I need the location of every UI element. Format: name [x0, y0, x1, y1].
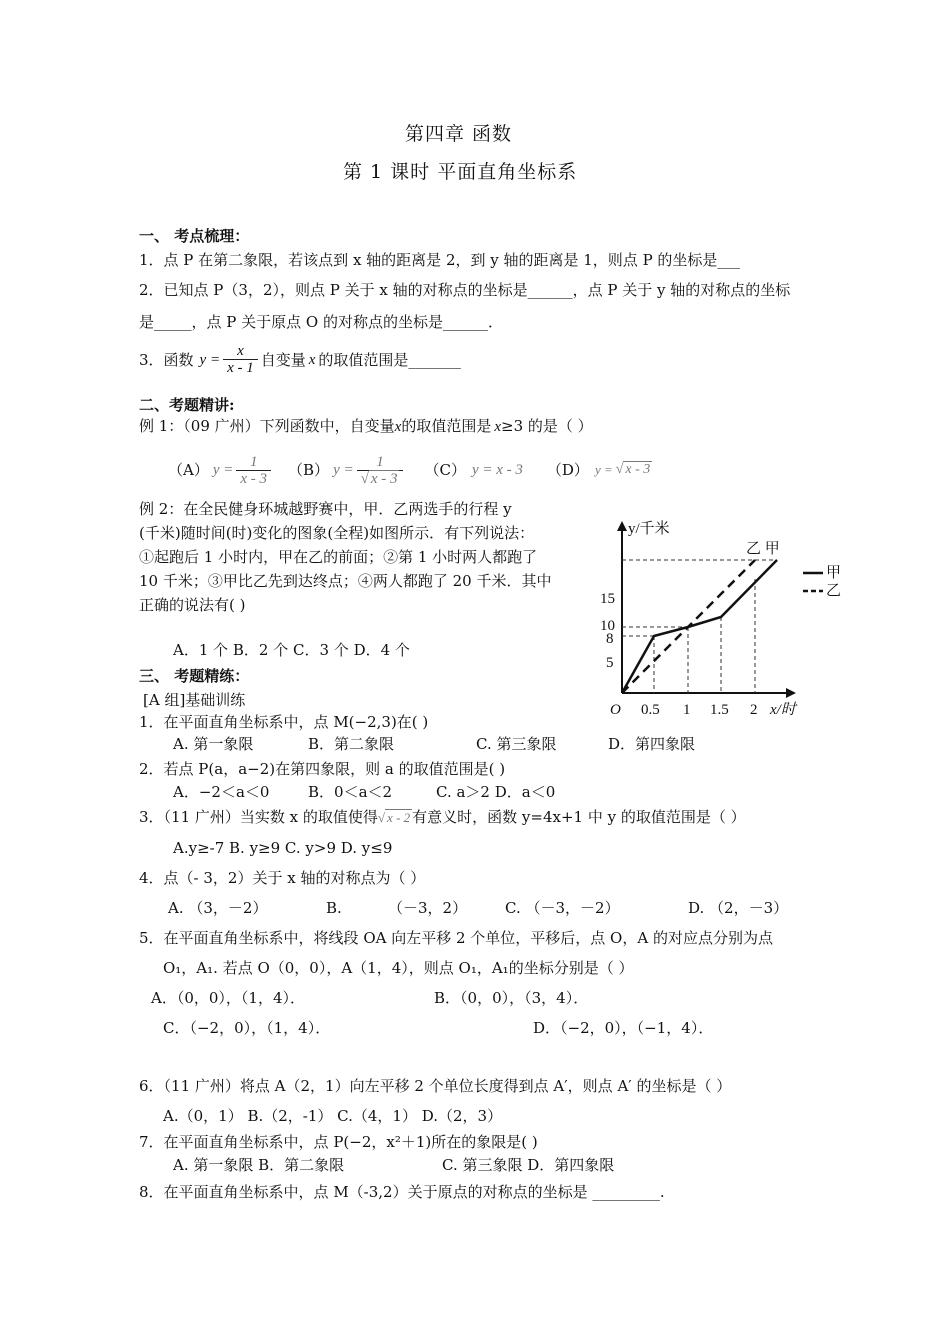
ex2-line-4: 10 千米；③甲比乙先到达终点；④两人都跑了 20 千米．其中 — [139, 572, 552, 590]
s3-question-5a: 5．在平面直角坐标系中，将线段 OA 向左平移 2 个单位，平移后，点 O，A 的对应点分别为点 — [139, 929, 773, 947]
s3-question-1: 1．在平面直角坐标系中，点 M(−2,3)在( ) — [139, 713, 429, 731]
example-1 — [139, 416, 593, 437]
s3-q3-post: 有意义时，函数 y=4x+1 中 y 的取值范围是（ ） — [412, 808, 746, 826]
ex1-option-d-y: y = — [594, 462, 613, 477]
x-tick-2: 2 — [750, 702, 758, 718]
ex2-line-1: 例 2：在全民健身环城越野赛中，甲．乙两选手的行程 y — [139, 500, 512, 518]
ex1-x: x — [394, 419, 402, 435]
top-series-label: 乙 甲 — [746, 541, 780, 557]
s3-q4-option-d: D. （2，－3） — [688, 899, 789, 917]
section-3-heading: 三、 考题精练： — [139, 667, 250, 685]
ex1-option-b-num: 1 — [376, 453, 384, 470]
ex1-mid: 的取值范围是 — [401, 417, 492, 435]
s3-question-8: 8．在平面直角坐标系中，点 M（-3,2）关于原点的对称点的坐标是 _________. — [139, 1183, 665, 1201]
q3-denominator: x - 1 — [223, 359, 258, 376]
s3-q2-option-a: A．−2＜a＜0 — [173, 783, 270, 801]
s1-question-1: 1．点 P 在第二象限，若该点到 x 轴的距离是 2，到 y 轴的距离是 1，则点 P 的坐标是___ — [139, 251, 740, 269]
page-title: 第四章 函数 — [405, 123, 513, 145]
s3-q4-option-a: A. （3，－2） — [168, 899, 268, 917]
page-subtitle: 第 1 课时 平面直角坐标系 — [343, 161, 578, 183]
q3-y: y = — [199, 351, 221, 368]
ex1-option-d-radicand: x - 3 — [625, 462, 651, 477]
ex1-option-c-formula: y = x - 3 — [471, 462, 523, 478]
ex1-option-a-fraction — [236, 454, 271, 487]
s3-question-6: 6．（11 广州）将点 A（2，1）向左平移 2 个单位长度得到点 A′，则点 A′ 的坐标是（ ） — [139, 1077, 732, 1095]
y-tick-5: 5 — [606, 655, 614, 671]
ex2-line-3: ①起跑后 1 小时内，甲在乙的前面；②第 1 小时两人都跑了 — [139, 548, 538, 566]
s3-question-5b: O₁，A₁. 若点 O（0，0），A（1，4），则点 O₁，A₁的坐标分别是（ ） — [163, 959, 634, 977]
s1-question-3 — [139, 343, 461, 376]
origin-label: O — [610, 702, 621, 718]
s3-q5-option-b: B．（0，0），（3，4）． — [434, 989, 589, 1007]
ex1-option-b-den: √ x - 3 — [357, 470, 404, 487]
q3-x: x — [308, 351, 316, 368]
ex1-end: ≥3 的是（ ） — [501, 417, 593, 435]
ex1-cond-x: x — [494, 419, 502, 435]
x-axis-arrow — [786, 688, 796, 698]
s3-q1-option-a: A. 第一象限 — [173, 735, 254, 753]
s3-q7-options-b: C. 第三象限 D．第四象限 — [442, 1156, 615, 1174]
s3-q7-options-a: A. 第一象限 B．第二象限 — [173, 1156, 345, 1174]
ex1-option-a-den: x - 3 — [236, 470, 271, 487]
s3-question-4: 4．点（- 3，2）关于 x 轴的对称点为（ ） — [139, 869, 426, 887]
s3-q4-option-b-value: （－3，2） — [388, 899, 468, 917]
ex2-line-2: (千米)随时间(时)变化的图象(全程)如图所示．有下列说法： — [139, 524, 535, 542]
ex1-option-a-y: y = — [212, 462, 234, 478]
group-a-label: [A 组]基础训练 — [143, 691, 246, 709]
q3-end: 的取值范围是_______ — [318, 350, 461, 369]
ex1-option-a-num: 1 — [249, 453, 258, 470]
s3-q1-option-b: B．第二象限 — [308, 735, 395, 753]
ex1-option-d-root: √ x - 3 — [615, 462, 651, 477]
s3-q5-option-d: D．（−2，0），（−1，4）． — [533, 1019, 714, 1037]
ex1-option-d-label: （D） — [546, 461, 589, 479]
s3-question-7: 7．在平面直角坐标系中，点 P(−2，x²＋1)所在的象限是( ) — [139, 1133, 538, 1151]
s3-question-3 — [139, 807, 746, 828]
ex1-option-c-label: （C） — [424, 461, 466, 479]
s3-q1-option-c: C. 第三象限 — [476, 735, 557, 753]
s3-q6-options: A.（0，1） B.（2，-1） C.（4，1） D.（2，3） — [163, 1107, 503, 1125]
section-2-heading: 二、考题精讲: — [139, 396, 235, 414]
s3-q4-option-c: C. （－3，－2） — [505, 899, 620, 917]
ex1-option-b-fraction — [357, 454, 404, 487]
section-1-heading: 一、 考点梳理： — [139, 227, 250, 245]
q3-post: 自变量 — [260, 350, 306, 369]
y-tick-10: 10 — [600, 618, 615, 634]
s3-q2-option-b: B．0＜a＜2 — [308, 783, 393, 801]
s3-q4-option-b: B. — [326, 899, 342, 917]
q3-prefix: 3．函数 — [139, 350, 194, 369]
s3-question-2: 2．若点 P(a，a−2)在第四象限，则 a 的取值范围是( ) — [139, 760, 506, 778]
s3-q3-prefix: 3．（11 广州）当实数 x 的取值使得 — [139, 808, 378, 826]
s1-question-2b: 是_____，点 P 关于原点 O 的对称点的坐标是______． — [139, 313, 503, 331]
s3-q5-option-c: C．（−2，0），（1，4）． — [163, 1019, 331, 1037]
s3-q1-option-d: D．第四象限 — [608, 735, 696, 753]
y-tick-15: 15 — [600, 591, 615, 607]
s3-q3-options: A.y≥-7 B. y≥9 C. y>9 D. y≤9 — [173, 839, 393, 857]
ex1-option-b-radicand: x - 3 — [370, 470, 398, 487]
q3-fraction — [223, 343, 258, 376]
ex2-options: A．1 个 B．2 个 C．3 个 D．4 个 — [173, 641, 410, 659]
x-tick-1: 1 — [683, 702, 691, 718]
ex1-option-b-label: （B） — [288, 461, 330, 479]
s3-q5-option-a: A．（0，0），（1，4）． — [151, 989, 306, 1007]
q3-numerator: x — [237, 343, 244, 359]
s1-question-2a: 2．已知点 P（3，2），则点 P 关于 x 轴的对称点的坐标是______，点 P 关于 y 轴的对称点的坐标 — [139, 281, 791, 299]
s3-q2-option-cd: C. a＞2 D．a＜0 — [436, 783, 556, 801]
x-axis-label: x/时 — [770, 702, 796, 718]
s3-q3-radical: √ x - 2 — [377, 810, 411, 825]
ex1-option-b-y: y = — [333, 462, 354, 478]
ex1-text: 例 1：（09 广州）下列函数中，自变量 — [139, 417, 395, 435]
ex1-options — [168, 450, 652, 490]
y-tick-8: 8 — [606, 631, 614, 647]
legend-jia: 甲 — [826, 565, 842, 581]
legend-yi: 乙 — [826, 583, 842, 599]
x-tick-05: 0.5 — [641, 702, 660, 718]
y-axis-label: y/千米 — [628, 521, 670, 537]
x-tick-15: 1.5 — [710, 702, 729, 718]
y-axis-arrow — [617, 521, 627, 531]
ex2-line-5: 正确的说法有( ) — [139, 596, 246, 614]
distance-time-graph — [600, 515, 860, 725]
s3-q3-radicand: x - 2 — [387, 810, 411, 825]
ex1-option-a-label: （A） — [168, 461, 209, 479]
series-yi — [622, 560, 755, 693]
